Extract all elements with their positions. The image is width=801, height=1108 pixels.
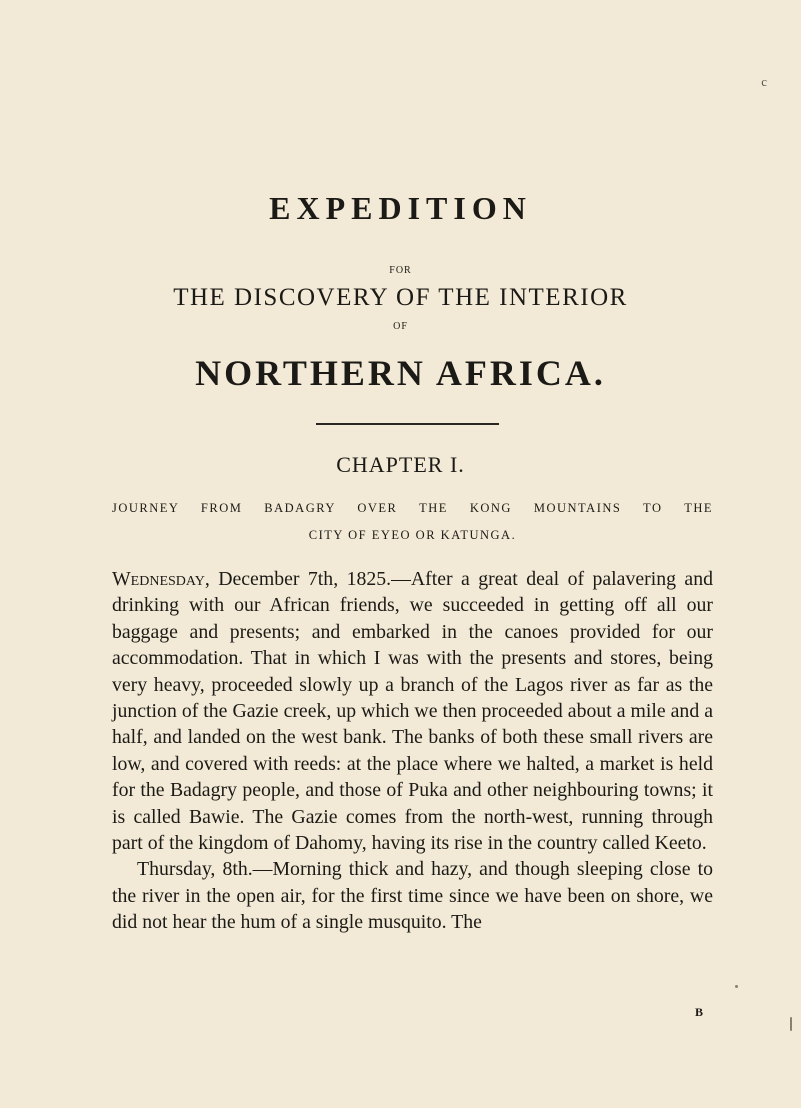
body-text <box>112 566 713 936</box>
title-expedition: EXPEDITION <box>269 190 532 226</box>
title-for: FOR <box>389 265 412 276</box>
signature-mark: B <box>695 1005 704 1019</box>
paragraph-2: Thursday, 8th.—Morning thick and hazy, and though sleeping close to the river in the open air, for the first time since we have been on shore, we did not hear the hum of a single musquito. The <box>112 858 713 934</box>
title-of: OF <box>393 321 408 332</box>
chapter-heading: CHAPTER I. <box>336 452 465 477</box>
paragraph-1 <box>112 566 713 856</box>
paper-speck <box>735 985 738 988</box>
title-divider <box>316 423 499 425</box>
chapter-subtitle-line1: JOURNEY FROM BADAGRY OVER THE KONG MOUNTAINS TO THE <box>112 501 713 515</box>
corner-mark: c <box>761 74 767 89</box>
chapter-subtitle-line2: CITY OF EYEO OR KATUNGA. <box>308 528 517 542</box>
title-northern-africa: NORTHERN AFRICA. <box>195 353 606 393</box>
paragraph-1-text: December 7th, 1825.—After a great deal of palavering and drinking with our African friends, we succeeded in getting off all our baggage and presents; and embarked in the canoes provided for our accommodation. That in which I was with the presents and stores, being very heavy, proceeded slowly up a branch of the Lagos river as far as the junction of the Gazie creek, up which we then proceeded about a mile and a half, and landed on the west bank. The banks of both these small rivers are low, and covered with reeds: at the place where we halted, a market is held for the Badagry people, and those of Puka and other neighbouring towns; it is called Bawie. The Gazie comes from the north-west, running through part of the kingdom of Dahomy, having its rise in the country called Keeto. <box>112 568 713 855</box>
paragraph-1-day: Wednesday, <box>112 568 210 590</box>
title-discovery: THE DISCOVERY OF THE INTERIOR <box>173 284 628 311</box>
paper-edge-mark <box>790 1017 792 1031</box>
